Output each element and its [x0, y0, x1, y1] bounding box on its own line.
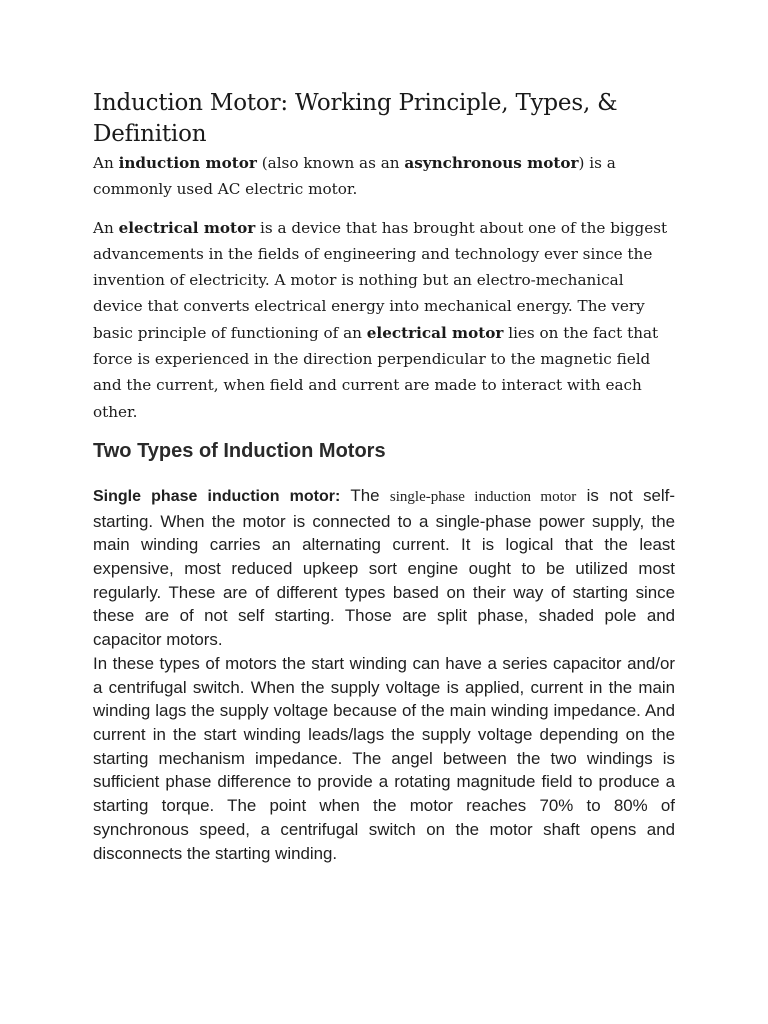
intro-paragraph	[93, 150, 675, 203]
start-winding-paragraph: In these types of motors the start winding can have a series capacitor and/or a centrifugal switch. When the supply voltage is applied, current in the main winding lags the supply voltage because of the main winding impedance. And current in the start winding leads/lags the supply voltage depending on the starting mechanism impedance. The angel between the two windings is sufficient phase difference to provide a rotating magnitude field to produce a starting torque. The point when the motor reaches 70% to 80% of synchronous speed, a centrifugal switch on the motor shaft opens and disconnects the starting winding.	[93, 653, 675, 863]
single-phase-text-2: is not self-starting. When the motor is connected to a single-phase power supply, the main winding carries an alternating current. It is logical that the least expensive, most reduced upkeep sort engine ought to be utilized most regularly. These are of different types based on their way of starting since these are of not self starting. Those are split phase, shaded pole and capacitor motors.	[93, 485, 675, 650]
intro-text-1: An	[93, 154, 119, 172]
intro-text-3: ) is a commonly used AC electric motor.	[93, 154, 616, 199]
section-heading-types: Two Types of Induction Motors	[93, 439, 386, 462]
single-phase-lead: Single phase induction motor:	[93, 487, 341, 505]
single-phase-text-1: The	[340, 485, 390, 505]
single-phase-term: single-phase induction motor	[389, 488, 577, 505]
electrical-motor-paragraph	[93, 215, 675, 425]
para2-bold-electrical-motor-1: electrical motor	[118, 218, 256, 237]
document-page	[93, 88, 675, 865]
para2-text-2: is a device that has brought about one of the biggest advancements in the fields of engineering and technology ever since the invention of electricity. A motor is nothing but an electro-mechanical device that converts electrical energy into mechanical energy. The very basic principle of functioning of an	[93, 218, 668, 342]
para2-text-1: An	[93, 218, 119, 237]
intro-bold-induction-motor: induction motor	[118, 154, 257, 172]
intro-bold-asynchronous-motor: asynchronous motor	[404, 154, 579, 172]
page-title: Induction Motor: Working Principle, Types, & Definition	[93, 90, 618, 147]
para2-bold-electrical-motor-2: electrical motor	[366, 323, 504, 342]
para2-text-3: lies on the fact that force is experienced in the direction perpendicular to the magnetic field and the current, when field and current are made to interact with each other.	[93, 323, 659, 421]
single-phase-paragraph	[93, 484, 675, 652]
intro-text-2: (also known as an	[256, 154, 405, 172]
